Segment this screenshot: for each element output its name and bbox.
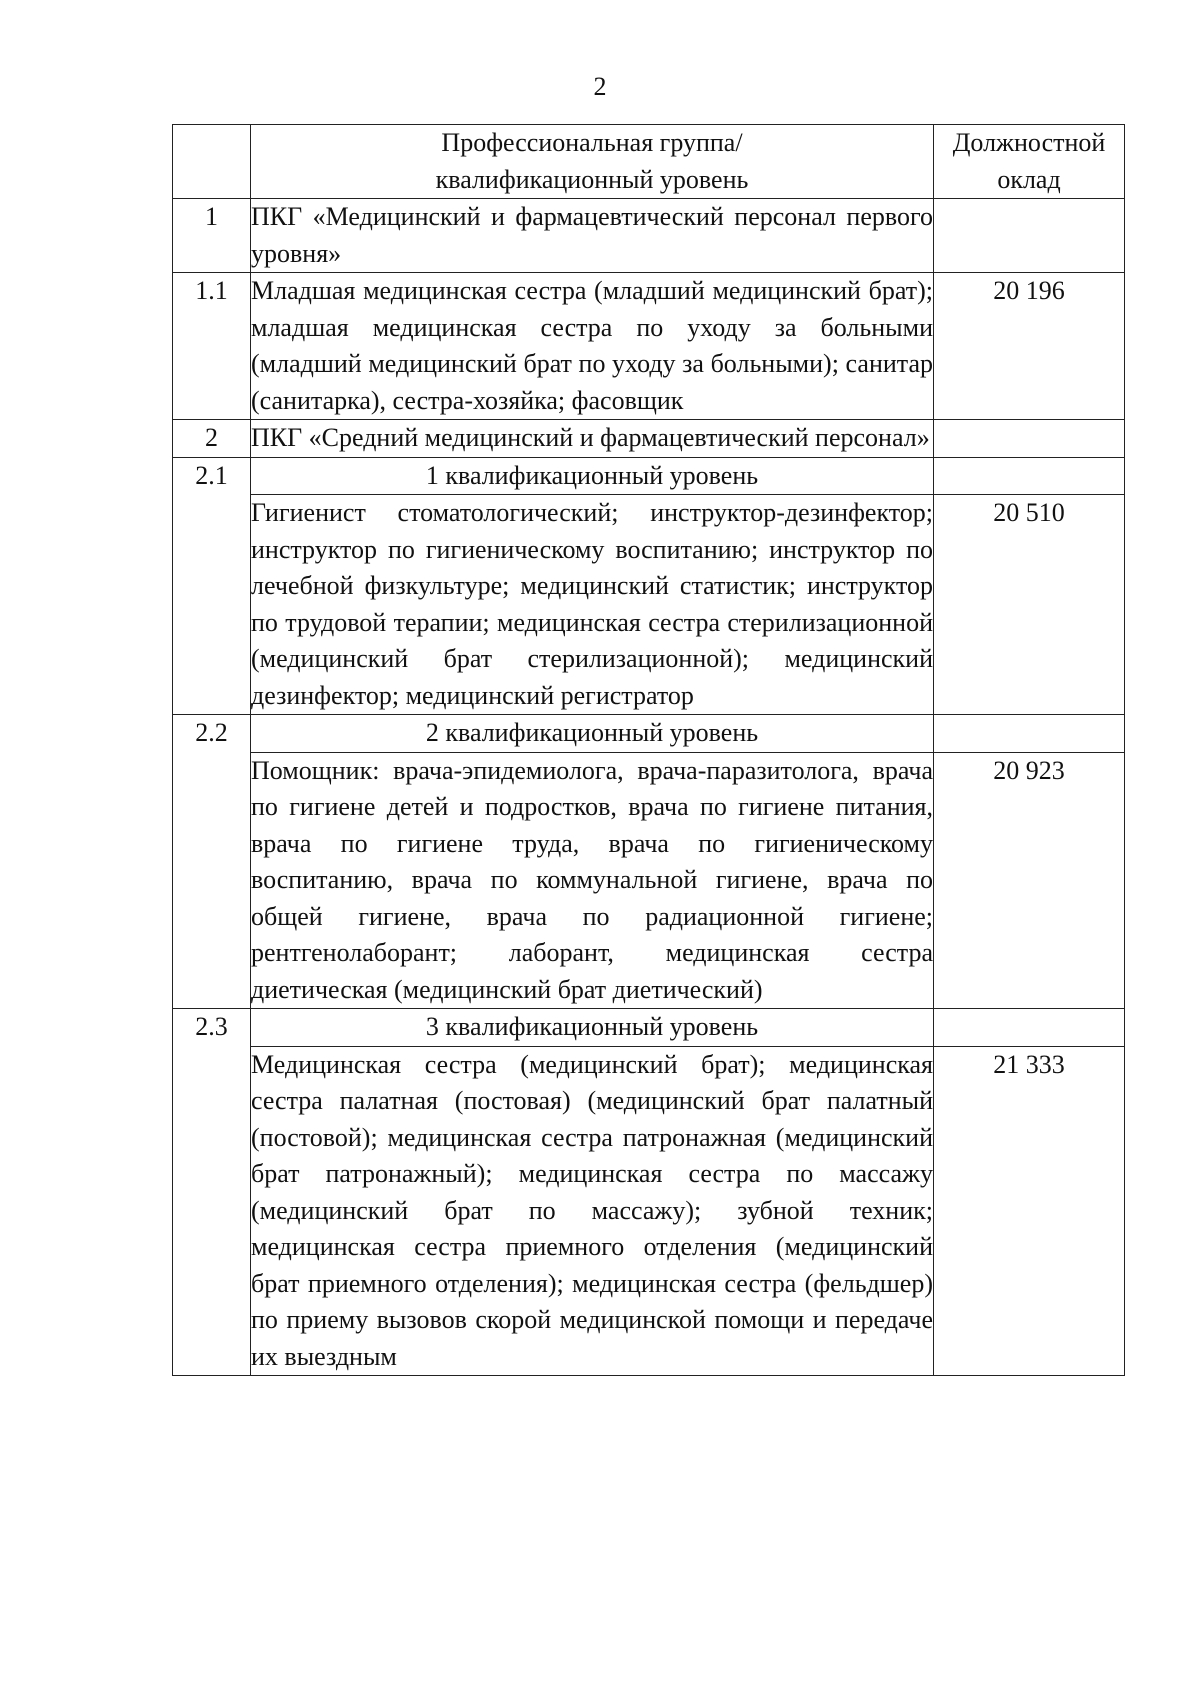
- row-salary: [934, 1009, 1125, 1047]
- table-row-2-1-level: [173, 457, 1125, 495]
- row-number: 1: [173, 199, 251, 273]
- row-salary: 20 196: [934, 273, 1125, 420]
- table-row-2-2-level: [173, 715, 1125, 753]
- table-row-2-3: [173, 1046, 1125, 1376]
- row-number: 2.3: [173, 1009, 251, 1376]
- row-salary: [934, 420, 1125, 458]
- row-number: 1.1: [173, 273, 251, 420]
- header-salary-line1: Должностной: [952, 128, 1106, 157]
- row-number: 2.2: [173, 715, 251, 1009]
- row-salary: [934, 199, 1125, 273]
- table-row-1-1: [173, 273, 1125, 420]
- table-row-pkg2: [173, 420, 1125, 458]
- qualification-level: 2 квалификационный уровень: [251, 715, 934, 753]
- row-salary: [934, 457, 1125, 495]
- qualification-level: 3 квалификационный уровень: [251, 1009, 934, 1047]
- row-salary: [934, 715, 1125, 753]
- row-description: Гигиенист стоматологический; инструктор-дезинфектор; инструктор по гигиеническому воспитанию; инструктор по лечебной физкультуре; медицинский статистик; инструктор по трудовой терапии; медицинская сестра стерилизационной (медицинский брат стерилизационной); медицинский дезинфектор; медицинский регистратор: [251, 495, 934, 715]
- row-number: 2.1: [173, 457, 251, 715]
- header-number-cell: [173, 125, 251, 199]
- header-group-line1: Профессиональная группа/: [441, 128, 743, 157]
- page-number: 2: [593, 72, 607, 101]
- table-row-2-2: [173, 752, 1125, 1009]
- row-description: Помощник: врача-эпидемиолога, врача-паразитолога, врача по гигиене детей и подростков, врача по гигиене питания, врача по гигиене труда, врача по гигиеническому воспитанию, врача по коммунальной гигиене, врача по общей гигиене, врача по радиационной гигиене; рентгенолаборант; лаборант, медицинская сестра диетическая (медицинский брат диетический): [251, 752, 934, 1009]
- table-row-2-3-level: [173, 1009, 1125, 1047]
- row-description: ПКГ «Средний медицинский и фармацевтический персонал»: [251, 420, 934, 458]
- row-description: ПКГ «Медицинский и фармацевтический персонал первого уровня»: [251, 199, 934, 273]
- row-description: Медицинская сестра (медицинский брат); медицинская сестра палатная (постовая) (медицинский брат палатный (постовой); медицинская сестра патронажная (медицинский брат патронажный); медицинская сестра по массажу (медицинский брат по массажу); зубной техник; медицинская сестра приемного отделения (медицинский брат приемного отделения); медицинская сестра (фельдшер) по приему вызовов скорой медицинской помощи и передаче их выездным: [251, 1046, 934, 1376]
- row-number: 2: [173, 420, 251, 458]
- qualification-level: 1 квалификационный уровень: [251, 457, 934, 495]
- table-row-2-1: [173, 495, 1125, 715]
- header-group-line2: квалификационный уровень: [435, 164, 749, 194]
- salary-table: [172, 124, 1125, 1376]
- row-salary: 21 333: [934, 1046, 1125, 1376]
- row-salary: 20 923: [934, 752, 1125, 1009]
- row-description: Младшая медицинская сестра (младший медицинский брат); младшая медицинская сестра по уходу за больными (младший медицинский брат по уходу за больными); санитар (санитарка), сестра-хозяйка; фасовщик: [251, 273, 934, 420]
- header-group-cell: [251, 125, 934, 199]
- table-header-row: [173, 125, 1125, 199]
- table-row-pkg1: [173, 199, 1125, 273]
- row-salary: 20 510: [934, 495, 1125, 715]
- header-salary-line2: оклад: [997, 164, 1061, 194]
- header-salary-cell: [934, 125, 1125, 199]
